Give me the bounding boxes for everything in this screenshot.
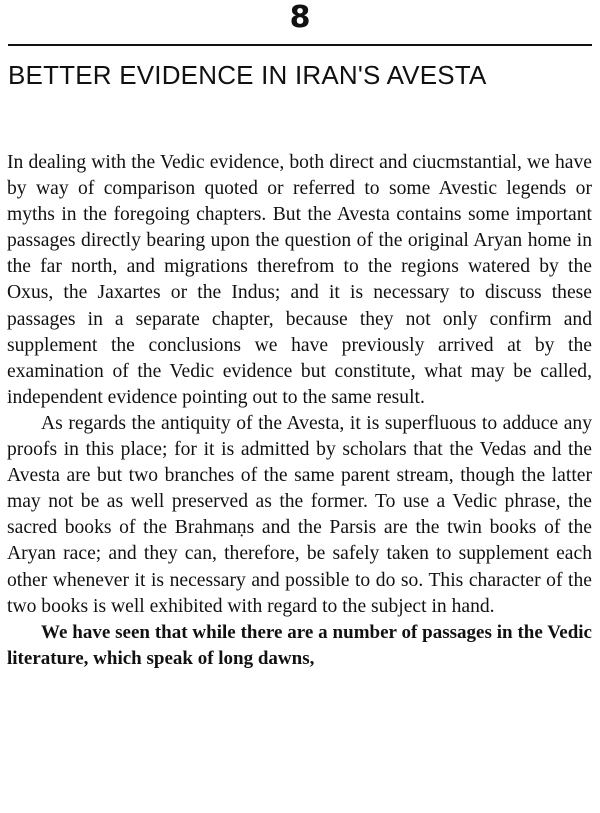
chapter-body bbox=[7, 150, 592, 672]
paragraph-3: We have seen that while there are a number of passages in the Vedic literature, which speak of long dawns, bbox=[7, 621, 592, 669]
header-rule bbox=[8, 44, 592, 46]
chapter-title: BETTER EVIDENCE IN IRAN'S AVESTA bbox=[8, 60, 487, 90]
paragraph-2: As regards the antiquity of the Avesta, it is superfluous to adduce any proofs in this place; for it is admitted by scholars that the Vedas and the Avesta are but two branches of the same parent stream, though the latter may not be as well preserved as the former. To use a Vedic phrase, the sacred books of the Brahmaṇs and the Parsis are the twin books of the Aryan race; and they can, therefore, be safely taken to supplement each other whenever it is necessary and possible to do so. This character of the two books is well exhibited with regard to the subject in hand. bbox=[7, 412, 592, 617]
chapter-number: 8 bbox=[289, 0, 311, 35]
paragraph-1: In dealing with the Vedic evidence, both direct and ciucmstantial, we have by way of comparison quoted or referred to some Avestic legends or myths in the foregoing chapters. But the Avesta contains some important passages directly bearing upon the question of the original Aryan home in the far north, and migrations therefrom to the regions watered by the Oxus, the Jaxartes or the Indus; and it is necessary to discuss these passages in a separate chapter, because they not only confirm and supplement the conclusions we have previously arrived at by the examination of the Vedic evidence but constitute, what may be called, independent evidence pointing out to the same result. bbox=[7, 152, 592, 408]
